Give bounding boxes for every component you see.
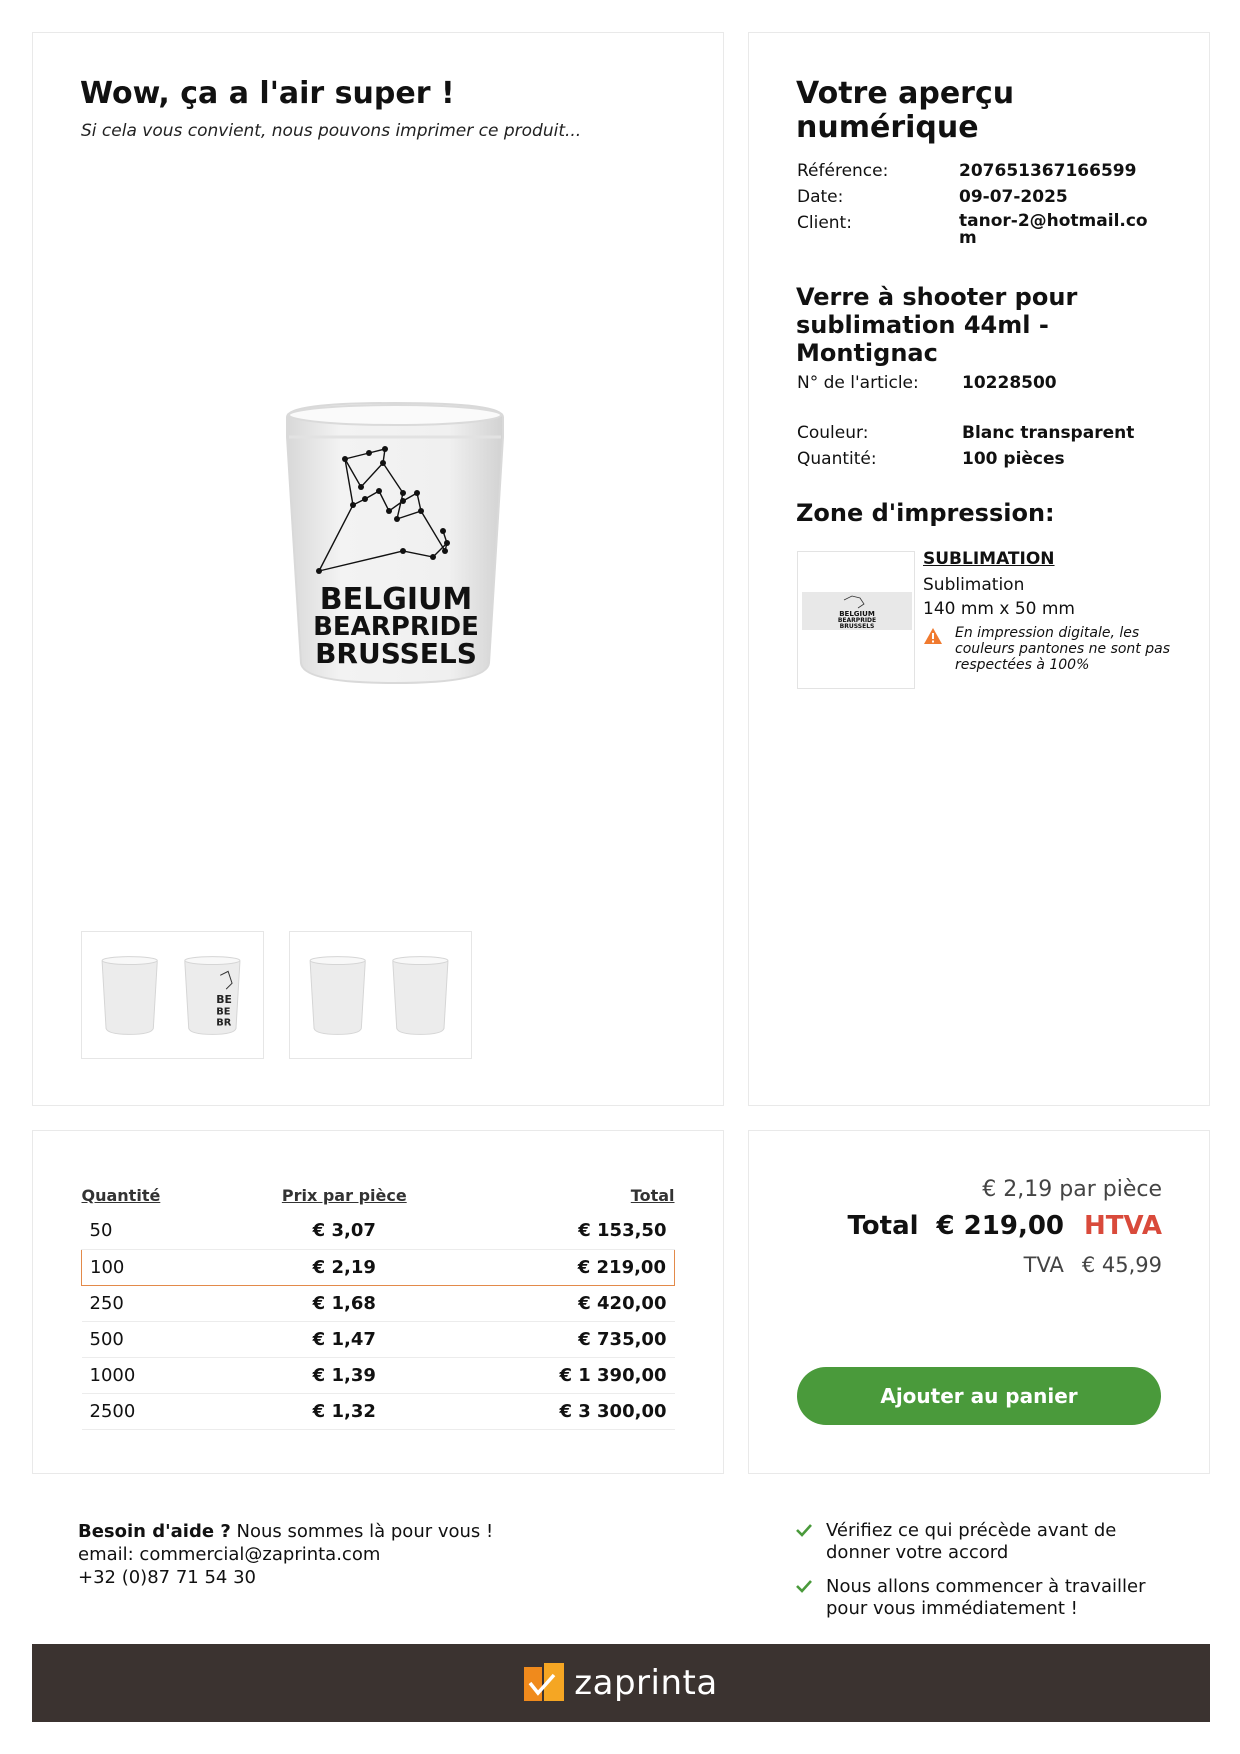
meta-value: Blanc transparent	[962, 423, 1135, 443]
checklist-text: Vérifiez ce qui précède avant de donner votre accord	[826, 1520, 1117, 1563]
meta-label: Date:	[797, 187, 844, 207]
print-text-line-2: BEARPRIDE	[313, 612, 479, 642]
row-price: € 3,07	[228, 1213, 460, 1249]
meta-label: Couleur:	[797, 423, 869, 443]
print-text-line-1: BELGIUM	[319, 582, 473, 617]
price-per-piece: € 2,19 par pièce	[982, 1177, 1162, 1202]
checkmark-icon	[796, 1579, 812, 1593]
preview-title: Votre aperçu numérique	[796, 76, 1015, 145]
row-price: € 1,32	[228, 1393, 460, 1429]
print-zone-title: Zone d'impression:	[796, 499, 1055, 527]
checkmark-icon	[796, 1523, 812, 1537]
row-price: € 2,19	[228, 1249, 460, 1285]
meta-label: Client:	[797, 213, 852, 233]
table-row[interactable]	[82, 1321, 675, 1357]
checklist-item	[796, 1520, 1156, 1564]
row-quantity: 250	[82, 1285, 229, 1321]
column-header-total[interactable]: Total	[630, 1185, 675, 1205]
row-total: € 1 390,00	[460, 1357, 674, 1393]
price-table	[81, 1177, 675, 1430]
preview-details-card	[748, 32, 1210, 1106]
zaprinta-logo-icon	[524, 1663, 564, 1703]
meta-value: 207651367166599	[959, 161, 1137, 181]
brand-name: zaprinta	[574, 1663, 718, 1703]
row-quantity: 2500	[82, 1393, 229, 1429]
help-section	[78, 1520, 493, 1589]
print-zone-size: 140 mm x 50 mm	[923, 599, 1075, 619]
row-total: € 420,00	[460, 1285, 674, 1321]
help-text: Nous sommes là pour vous !	[230, 1521, 494, 1542]
tva-label: TVA	[1023, 1253, 1064, 1277]
row-price: € 1,47	[228, 1321, 460, 1357]
row-quantity: 100	[82, 1249, 229, 1285]
print-zone-thumbnail	[797, 551, 915, 689]
add-to-cart-button[interactable]: Ajouter au panier	[797, 1367, 1161, 1425]
warning-icon	[923, 627, 943, 645]
tva-line	[1024, 1253, 1162, 1277]
product-preview-card	[32, 32, 724, 1106]
help-heading	[78, 1520, 493, 1543]
product-name: Verre à shooter pour sublimation 44ml - Montignac	[796, 283, 1078, 367]
svg-text:BELGIUM: BELGIUM	[839, 610, 875, 618]
help-strong: Besoin d'aide ?	[78, 1521, 231, 1542]
svg-text:BE: BE	[216, 1006, 231, 1018]
print-text-line-3: BRUSSELS	[315, 637, 477, 670]
column-header-price[interactable]: Prix par pièce	[281, 1185, 407, 1205]
print-warning-text: En impression digitale, les couleurs pantones ne sont pas respectées à 100%	[955, 625, 1171, 673]
meta-value: tanor-2@hotmail.com	[959, 211, 1148, 248]
row-price: € 1,68	[228, 1285, 460, 1321]
meta-value: 100 pièces	[962, 449, 1065, 469]
tva-value: € 45,99	[1081, 1253, 1162, 1277]
table-row[interactable]	[82, 1213, 675, 1249]
brand-footer-bar	[32, 1644, 1210, 1722]
checklist-item	[796, 1576, 1156, 1620]
page-headline: Wow, ça a l'air super !	[80, 76, 455, 111]
row-quantity: 1000	[82, 1357, 229, 1393]
meta-label: N° de l'article:	[797, 373, 919, 393]
row-total: € 735,00	[460, 1321, 674, 1357]
print-method-name: Sublimation	[923, 575, 1025, 595]
page-subline: Si cela vous convient, nous pouvons imprimer ce produit...	[81, 121, 582, 141]
thumbnail-blank[interactable]	[289, 931, 472, 1059]
row-total: € 219,00	[460, 1249, 674, 1285]
meta-label: Référence:	[797, 161, 889, 181]
table-row[interactable]	[82, 1285, 675, 1321]
total-line	[848, 1211, 1163, 1241]
row-quantity: 50	[82, 1213, 229, 1249]
svg-text:BRUSSELS: BRUSSELS	[839, 623, 875, 630]
product-main-image	[283, 401, 507, 685]
table-header-row	[82, 1177, 675, 1213]
svg-text:BEARPRIDE: BEARPRIDE	[837, 617, 877, 624]
row-total: € 3 300,00	[460, 1393, 674, 1429]
print-method-link[interactable]: SUBLIMATION	[923, 549, 1055, 569]
total-label: Total	[847, 1211, 919, 1241]
table-row-selected[interactable]	[82, 1249, 675, 1285]
help-email[interactable]: email: commercial@zaprinta.com	[78, 1544, 381, 1565]
table-row[interactable]	[82, 1357, 675, 1393]
order-summary-card	[748, 1130, 1210, 1474]
column-header-quantity[interactable]: Quantité	[81, 1185, 161, 1205]
table-row[interactable]	[82, 1393, 675, 1429]
checklist-text: Nous allons commencer à travailler pour vous immédiatement !	[826, 1576, 1146, 1619]
meta-value: 10228500	[962, 373, 1057, 393]
meta-label: Quantité:	[797, 449, 877, 469]
help-phone[interactable]: +32 (0)87 71 54 30	[78, 1567, 256, 1588]
svg-text:BR: BR	[216, 1017, 232, 1029]
thumbnail-printed[interactable]	[81, 931, 264, 1059]
row-price: € 1,39	[228, 1357, 460, 1393]
price-table-card	[32, 1130, 724, 1474]
row-total: € 153,50	[460, 1213, 674, 1249]
total-value: € 219,00	[936, 1211, 1065, 1241]
svg-text:BE: BE	[216, 992, 232, 1006]
htva-badge: HTVA	[1084, 1211, 1162, 1241]
meta-value: 09-07-2025	[959, 187, 1068, 207]
row-quantity: 500	[82, 1321, 229, 1357]
